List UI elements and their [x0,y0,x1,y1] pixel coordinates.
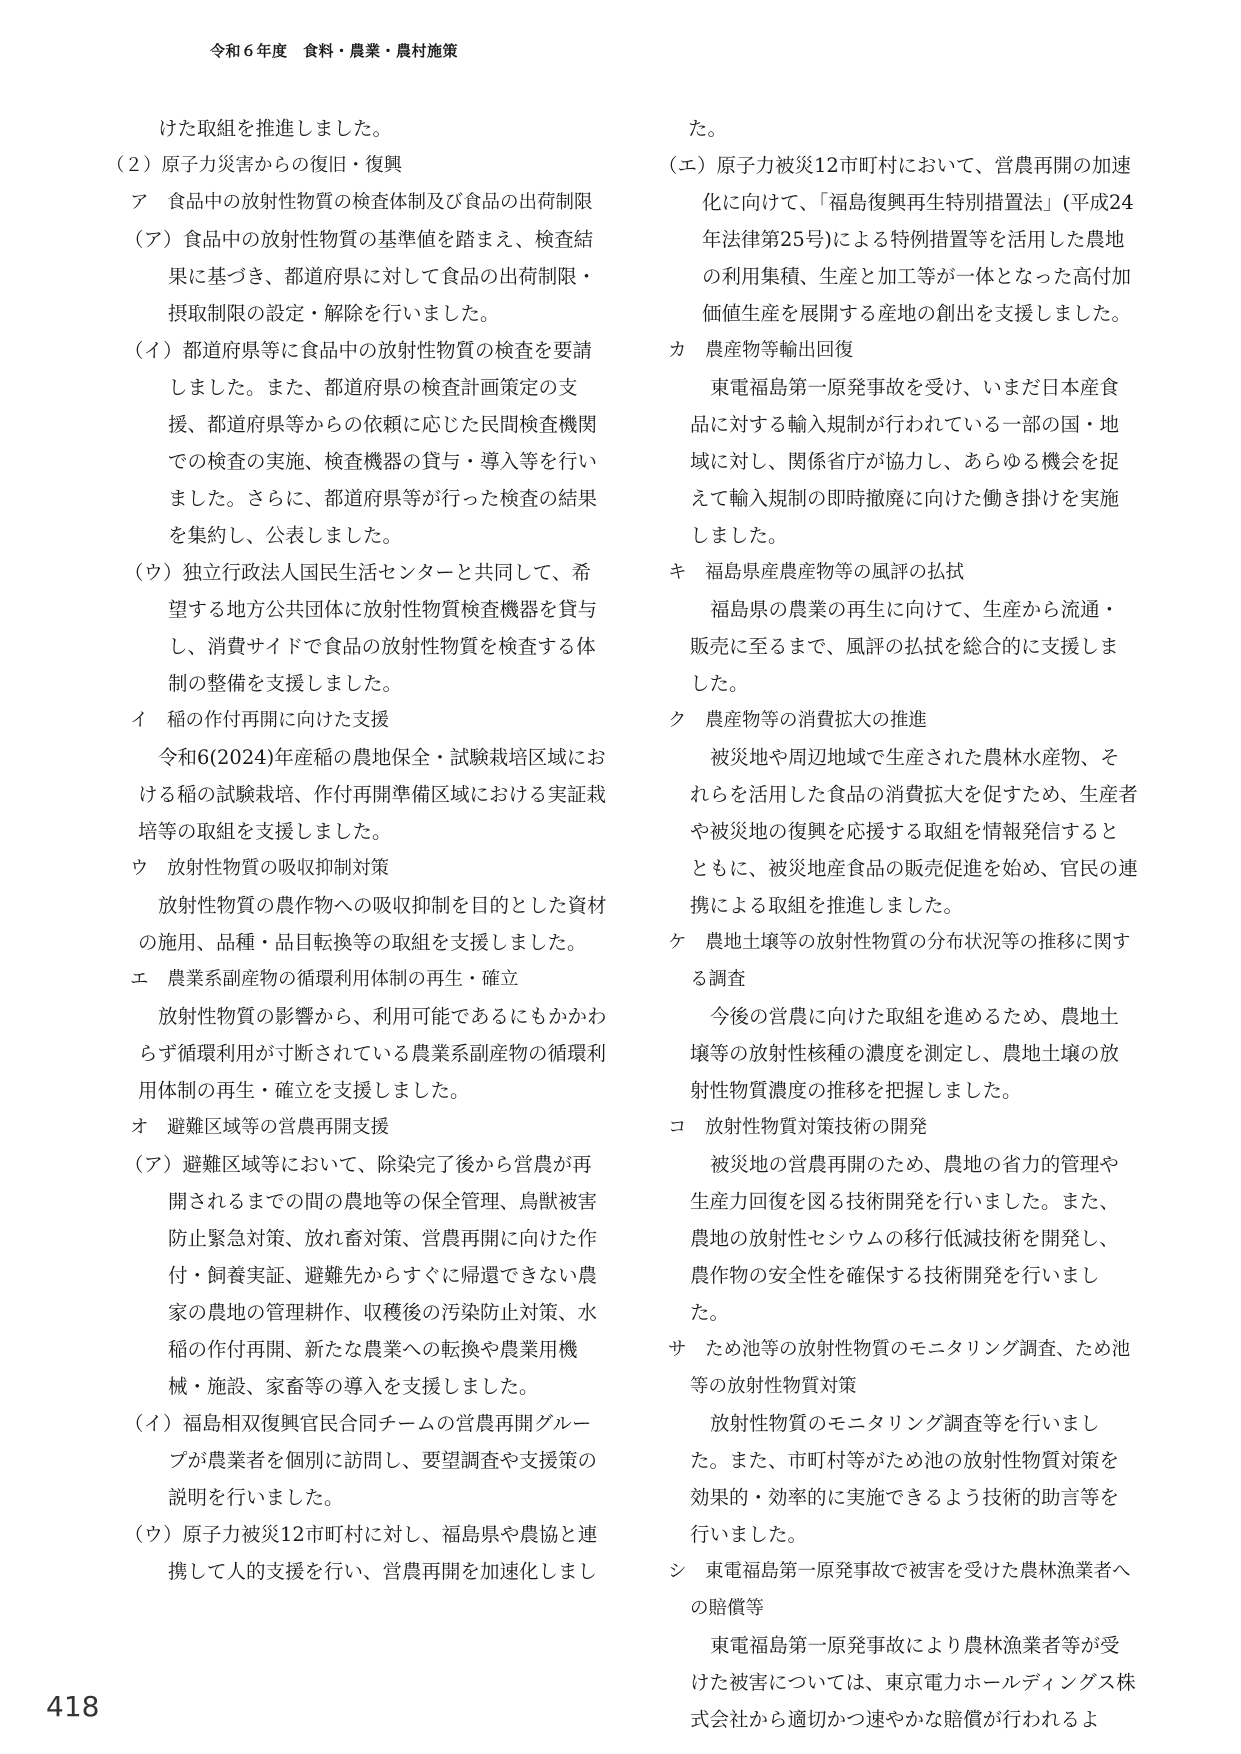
running-header: 令和６年度 食料・農業・農村施策 [210,42,459,60]
subsection-heading: ア 食品中の放射性物質の検査体制及び食品の出荷制限 [130,192,593,213]
list-item: （イ）都道府県等に食品中の放射性物質の検査を要請しました。また、都道府県の検査計画策定の支援、都道府県等からの依頼に応じた民間検査機関での検査の実施、検査機器の貸与・導入等を行いました。さらに、都道府県等が行った検査の結果を集約し、公表しました。 [124,339,598,547]
list-item: （ウ）原子力被災12市町村に対し、福島県や農協と連携して人的支援を行い、営農再開を加速化しまし [124,1523,598,1583]
body-paragraph: 東電福島第一原発事故により農林漁業者等が受けた被害については、東京電力ホールディングス株式会社から適切かつ速やかな賠償が行われるよ [690,1634,1136,1731]
page-number: 418 [46,1690,100,1723]
subsection-heading: シ 東電福島第一原発事故で被害を受けた農林漁業者への賠償等 [668,1561,1131,1619]
list-item: （イ）福島相双復興官民合同チームの営農再開グループが農業者を個別に訪問し、要望調査や支援策の説明を行いました。 [124,1412,598,1509]
body-paragraph: 被災地の営農再開のため、農地の省力的管理や生産力回復を図る技術開発を行いました。また、農地の放射性セシウムの移行低減技術を開発し、農作物の安全性を確保する技術開発を行いました。 [690,1153,1120,1324]
body-paragraph: 放射性物質の農作物への吸収抑制を目的とした資材の施用、品種・品目転換等の取組を支援しました。 [138,894,607,954]
paragraph-continuation: けた取組を推進しました。 [158,117,393,140]
paragraph-continuation: た。 [688,117,728,140]
body-paragraph: 放射性物質のモニタリング調査等を行いました。また、市町村等がため池の放射性物質対策を効果的・効率的に実施できるよう技術的助言等を行いました。 [690,1412,1120,1546]
body-paragraph: 令和6(2024)年産稲の農地保全・試験栽培区域における稲の試験栽培、作付再開準備区域における実証栽培等の取組を支援しました。 [138,746,607,843]
subsection-heading: サ ため池等の放射性物質のモニタリング調査、ため池等の放射性物質対策 [668,1339,1131,1397]
subsection-heading: コ 放射性物質対策技術の開発 [668,1117,928,1138]
list-item: （エ）原子力被災12市町村において、営農再開の加速化に向けて、「福島復興再生特別措置法」(平成24年法律第25号)による特例措置等を活用した農地の利用集積、生産と加工等が一体となった高付加価値生産を展開する産地の創出を支援しました。 [658,154,1134,325]
left-column [106,110,608,1590]
body-paragraph: 東電福島第一原発事故を受け、いまだ日本産食品に対する輸入規制が行われている一部の国・地域に対し、関係省庁が協力し、あらゆる機会を捉えて輸入規制の即時撤廃に向けた働き掛けを実施しました。 [690,376,1120,547]
body-paragraph: 被災地や周辺地域で生産された農林水産物、それらを活用した食品の消費拡大を促すため、生産者や被災地の復興を応援する取組を情報発信するとともに、被災地産食品の販売促進を始め、官民の連携による取組を推進しました。 [690,746,1138,917]
list-item: （ア）避難区域等において、除染完了後から営農が再開されるまでの間の農地等の保全管理、鳥獣被害防止緊急対策、放れ畜対策、営農再開に向けた作付・飼養実証、避難先からすぐに帰還できない農家の農地の管理耕作、収穫後の汚染防止対策、水稲の作付再開、新たな農業への転換や農業用機械・施設、家畜等の導入を支援しました。 [124,1153,598,1398]
right-column [658,110,1138,1738]
list-item: （ウ）独立行政法人国民生活センターと共同して、希望する地方公共団体に放射性物質検査機器を貸与し、消費サイドで食品の放射性物質を検査する体制の整備を支援しました。 [124,561,598,695]
subsection-heading: カ 農産物等輸出回復 [668,340,854,361]
body-paragraph: 放射性物質の影響から、利用可能であるにもかかわらず循環利用が寸断されている農業系副産物の循環利用体制の再生・確立を支援しました。 [138,1005,607,1102]
subsection-heading: キ 福島県産農産物等の風評の払拭 [668,562,965,583]
section-heading: （２）原子力災害からの復旧・復興 [106,155,403,176]
subsection-heading: オ 避難区域等の営農再開支援 [130,1117,390,1138]
subsection-heading: エ 農業系副産物の循環利用体制の再生・確立 [130,969,519,990]
subsection-heading: ケ 農地土壌等の放射性物質の分布状況等の推移に関する調査 [668,932,1131,990]
body-paragraph: 福島県の農業の再生に向けて、生産から流通・販売に至るまで、風評の払拭を総合的に支援しました。 [690,598,1120,695]
subsection-heading: ク 農産物等の消費拡大の推進 [668,710,928,731]
subsection-heading: ウ 放射性物質の吸収抑制対策 [130,858,390,879]
subsection-heading: イ 稲の作付再開に向けた支援 [130,710,390,731]
list-item: （ア）食品中の放射性物質の基準値を踏まえ、検査結果に基づき、都道府県に対して食品の出荷制限・摂取制限の設定・解除を行いました。 [124,228,597,325]
body-paragraph: 今後の営農に向けた取組を進めるため、農地土壌等の放射性核種の濃度を測定し、農地土壌の放射性物質濃度の推移を把握しました。 [690,1005,1120,1102]
